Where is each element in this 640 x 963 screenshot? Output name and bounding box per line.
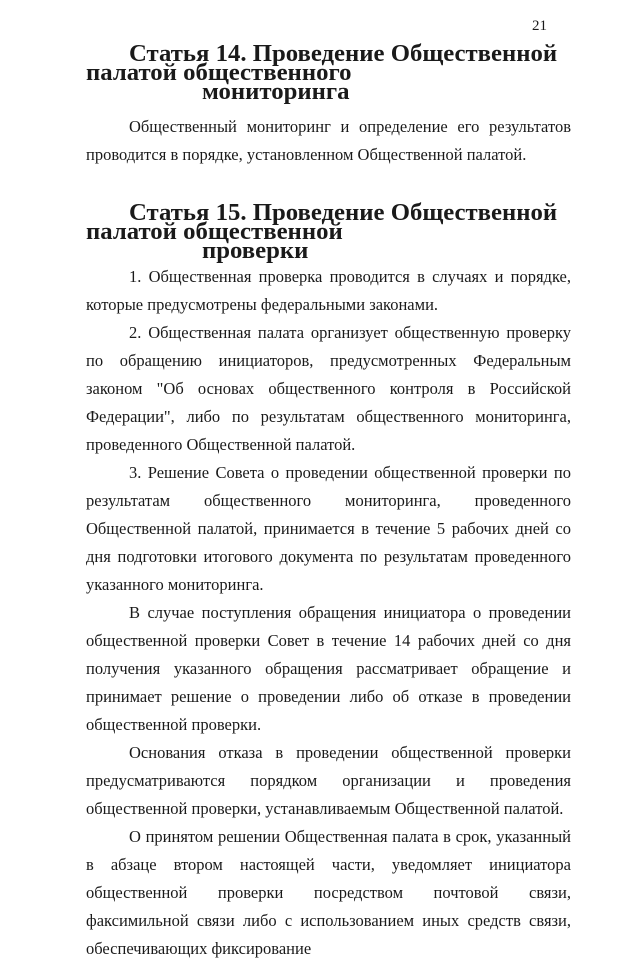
page-number: 21 [532,18,547,34]
article-15-paragraph-5: Основания отказа в проведении общественной проверки предусматриваются порядком организации и проведения общественной проверки, устанавливаемым Общественной палатой. [86,743,571,818]
article-14-paragraph: Общественный мониторинг и определение его результатов проводится в порядке, установленном Общественной палатой. [86,117,571,164]
article-15-paragraph-3: 3. Решение Совета о проведении общественной проверки по результатам общественного мониторинга, проведенного Общественной палатой, принимается в течение 5 рабочих дней со дня подготовки итогового документа по результатам проведенного указанного мониторинга. [86,463,571,594]
article-15-paragraph-6: О принятом решении Общественная палата в срок, указанный в абзаце втором настоящей части, уведомляет инициатора общественной проверки посредством почтовой связи, факсимильной связи либо с использованием иных средств связи, обеспечивающих фиксирование [86,827,571,958]
article-14-heading-line1: Статья 14. Проведение Общественной палатой общественного [86,40,558,86]
article-15-heading-line2: проверки [202,237,309,264]
article-15-paragraph-4: В случае поступления обращения инициатора о проведении общественной проверки Совет в течение 14 рабочих дней со дня получения указанного обращения рассматривает обращение и принимает решение о проведении либо об отказе в проведении общественной проверки. [86,603,571,734]
article-15-paragraph-1: 1. Общественная проверка проводится в случаях и порядке, которые предусмотрены федеральными законами. [86,267,571,314]
article-15-heading [86,199,571,264]
article-14-heading-line2: мониторинга [202,78,350,105]
document-body [86,40,571,963]
article-14-heading [86,40,571,105]
article-15-paragraph-2: 2. Общественная палата организует общественную проверку по обращению инициаторов, предусмотренных Федеральным законом "Об основах общественного контроля в Российской Федерации", либо по результатам общественного мониторинга, проведенного Общественной палатой. [86,323,571,454]
article-15-heading-line1: Статья 15. Проведение Общественной палатой общественной [86,199,558,245]
